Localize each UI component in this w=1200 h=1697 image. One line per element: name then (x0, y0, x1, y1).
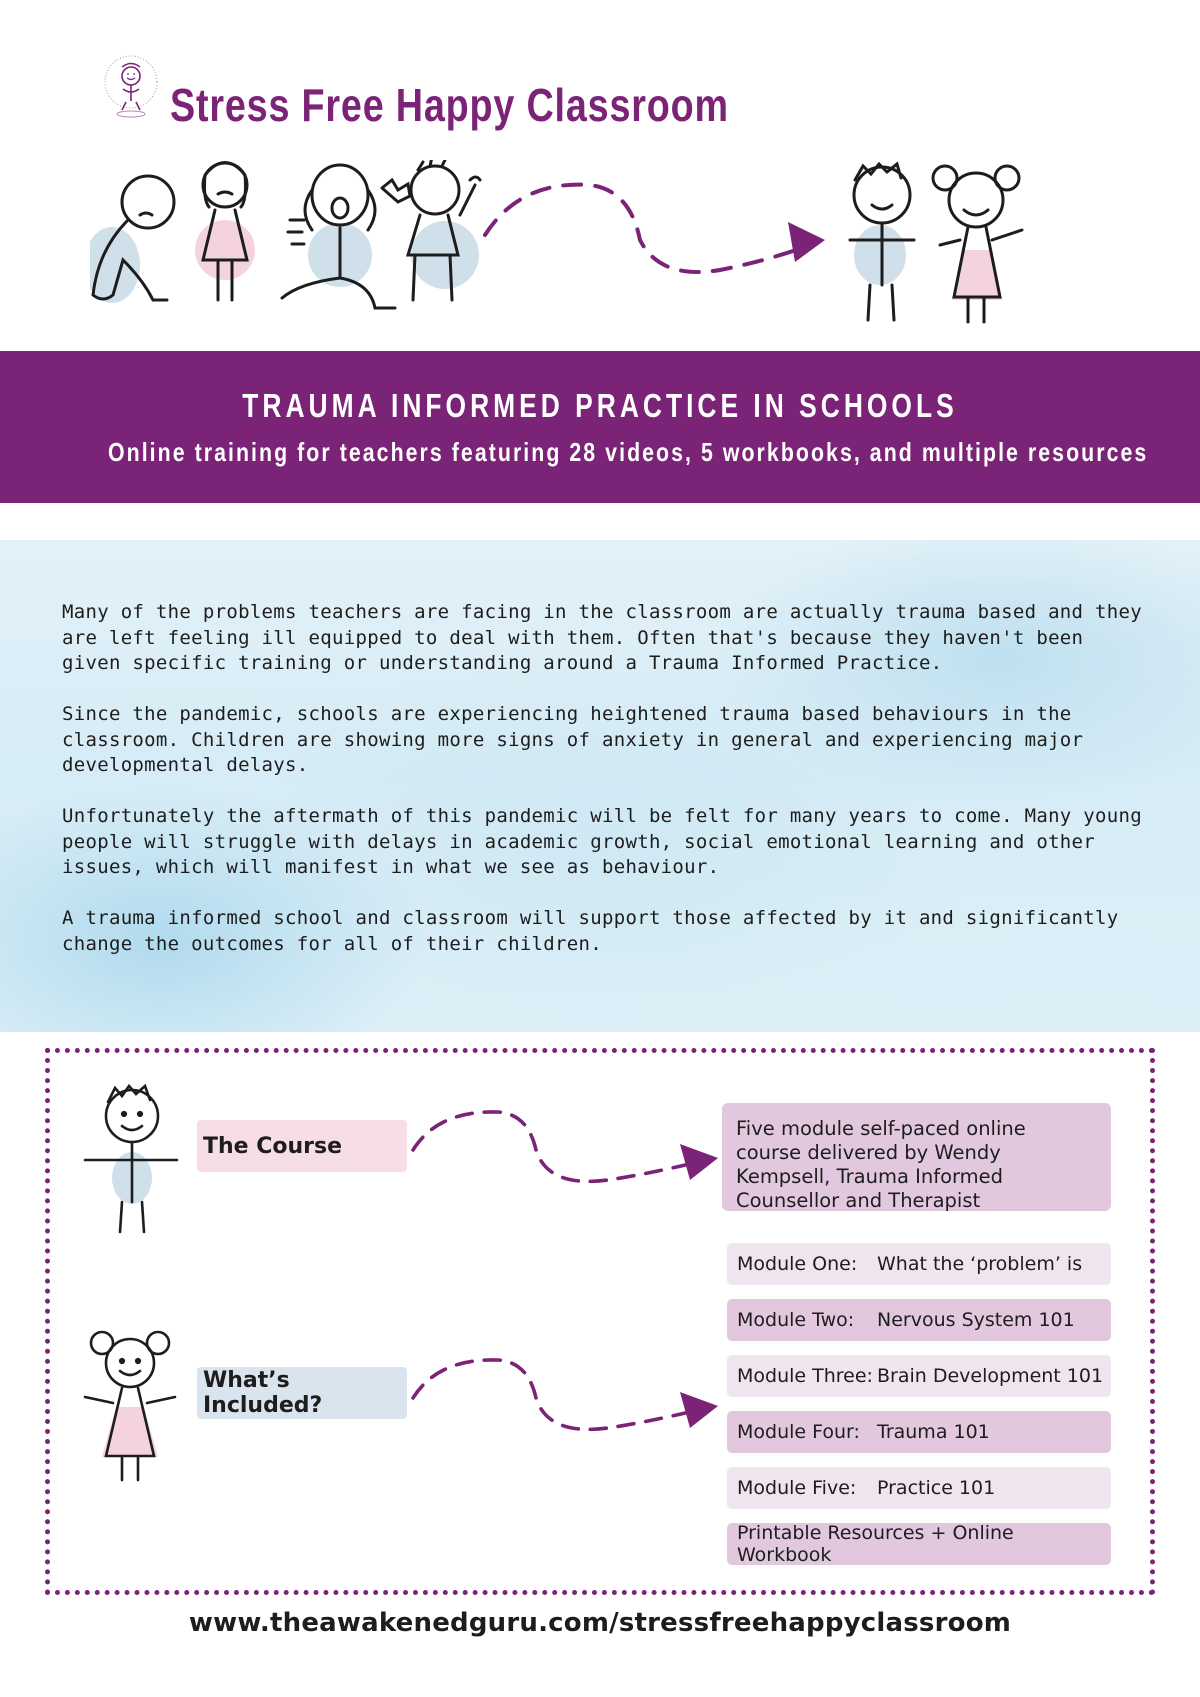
intro-paragraph: Since the pandemic, schools are experiencing heightened trauma based behaviours in the classroom. Children are showing more signs of anxiety in general and experiencing major developmental delays. (62, 703, 1084, 776)
extras-label: Printable Resources + Online Workbook (737, 1522, 1014, 1566)
angry-kid-icon (382, 160, 480, 300)
whats-included-label-pill: What’s Included? (197, 1367, 407, 1419)
module-label: Module Three: (737, 1365, 873, 1387)
module-row (727, 1355, 1111, 1397)
module-row (727, 1467, 1111, 1509)
module-topic: What the ‘problem’ is (877, 1253, 1083, 1275)
happy-boy-icon (850, 164, 914, 320)
footer-url-link[interactable]: www.theawakenedguru.com/stressfreehappyclassroom (188, 1608, 1012, 1638)
worried-girl-icon (195, 163, 255, 301)
module-topic: Practice 101 (877, 1477, 996, 1499)
boy-figure-icon (80, 1078, 180, 1238)
course-label-pill: The Course (197, 1120, 407, 1172)
module-topic: Trauma 101 (877, 1421, 990, 1443)
module-row (727, 1411, 1111, 1453)
module-list (727, 1243, 1111, 1579)
title-banner (0, 351, 1200, 503)
included-dashed-arrow-icon (408, 1348, 728, 1448)
module-row (727, 1299, 1111, 1341)
journey-arrow-head-icon (788, 222, 825, 262)
smiling-kid-logo-icon (96, 52, 166, 132)
brand-title: Stress Free Happy Classroom (170, 79, 729, 131)
intro-paragraph: A trauma informed school and classroom will support those affected by it and significantly change the outcomes for all of their children. (62, 907, 1119, 955)
module-label: Module One: (737, 1253, 858, 1275)
journey-dashed-path (485, 185, 810, 272)
extras-row (727, 1523, 1111, 1565)
intro-section (0, 540, 1200, 1032)
course-dashed-arrow-icon (408, 1100, 728, 1200)
happy-girl-icon (933, 166, 1022, 322)
banner-subtitle: Online training for teachers featuring 28 videos, 5 workbooks, and multiple resources (108, 437, 1149, 467)
scared-kid-icon (282, 165, 395, 308)
module-label: Module Four: (737, 1421, 860, 1443)
girl-figure-icon (80, 1325, 180, 1485)
intro-text (62, 600, 1142, 983)
module-label: Module Five: (737, 1477, 857, 1499)
children-journey-illustration (90, 160, 1130, 335)
module-label: Module Two: (737, 1309, 855, 1331)
course-description: Five module self-paced online course delivered by Wendy Kempsell, Trauma Informed Counsellor and Therapist (722, 1103, 1111, 1211)
sad-kid-icon (90, 176, 174, 303)
module-row (727, 1243, 1111, 1285)
banner-title: TRAUMA INFORMED PRACTICE IN SCHOOLS (242, 387, 958, 424)
module-topic: Brain Development 101 (877, 1365, 1104, 1387)
module-topic: Nervous System 101 (877, 1309, 1075, 1331)
intro-paragraph: Many of the problems teachers are facing in the classroom are actually trauma based and they are left feeling ill equipped to deal with them. Often that's because they haven't been given specific training or understanding around a Trauma Informed Practice. (62, 601, 1142, 674)
intro-paragraph: Unfortunately the aftermath of this pandemic will be felt for many years to come. Many young people will struggle with delays in academic growth, social emotional learning and other issues, which will manifest in what we see as behaviour. (62, 805, 1142, 878)
